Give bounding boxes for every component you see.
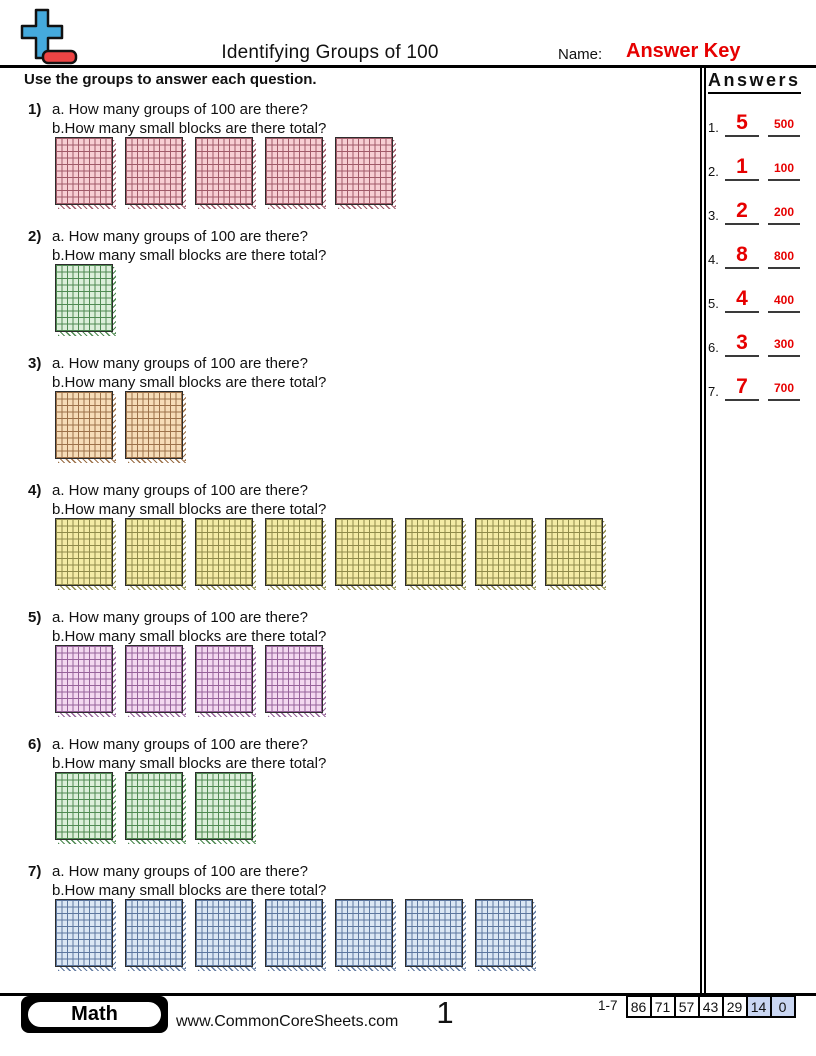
hundred-block	[335, 518, 393, 586]
block-group	[55, 645, 323, 713]
score-range-label: 1-7	[598, 998, 618, 1013]
answer-total-blank: 100	[768, 162, 800, 181]
answer-groups-blank: 4	[725, 288, 759, 313]
hundred-block	[55, 772, 113, 840]
answer-number: 3.	[708, 208, 719, 223]
answer-total-blank: 200	[768, 206, 800, 225]
answer-number: 7.	[708, 384, 719, 399]
answer-row	[708, 112, 800, 137]
answer-number: 1.	[708, 120, 719, 135]
question-part-b: b.How many small blocks are there total?	[52, 373, 327, 391]
score-cell: 71	[650, 995, 676, 1018]
score-cell: 86	[626, 995, 652, 1018]
question-text	[52, 863, 326, 900]
hundred-block	[125, 137, 183, 205]
answer-total-blank: 300	[768, 338, 800, 357]
question-part-b: b.How many small blocks are there total?	[52, 119, 327, 137]
hundred-block	[545, 518, 603, 586]
hundred-block	[195, 137, 253, 205]
answer-groups-blank: 1	[725, 156, 759, 181]
question-text	[52, 482, 326, 519]
answers-panel-title: Answers	[708, 70, 801, 94]
page-title: Identifying Groups of 100	[221, 42, 439, 63]
question-part-a: a. How many groups of 100 are there?	[52, 736, 308, 753]
block-group	[55, 264, 113, 332]
hundred-block	[125, 899, 183, 967]
hundred-block	[55, 264, 113, 332]
answer-groups-blank: 5	[725, 112, 759, 137]
answer-groups-blank: 3	[725, 332, 759, 357]
block-group	[55, 137, 393, 205]
question-text	[52, 355, 326, 392]
score-cell: 14	[746, 995, 772, 1018]
answer-total-blank: 500	[768, 118, 800, 137]
block-group	[55, 391, 183, 459]
answer-row	[708, 288, 800, 313]
hundred-block	[55, 645, 113, 713]
answer-groups-blank: 7	[725, 376, 759, 401]
hundred-block	[125, 645, 183, 713]
score-cell: 29	[722, 995, 748, 1018]
question-part-a: a. How many groups of 100 are there?	[52, 355, 308, 372]
answer-groups-blank: 2	[725, 200, 759, 225]
question-text	[52, 609, 326, 646]
question-text	[52, 101, 326, 138]
hundred-block	[265, 137, 323, 205]
hundred-block	[265, 518, 323, 586]
hundred-block	[55, 518, 113, 586]
answer-number: 6.	[708, 340, 719, 355]
answer-number: 4.	[708, 252, 719, 267]
hundred-block	[195, 645, 253, 713]
answer-total-blank: 400	[768, 294, 800, 313]
score-strip	[598, 995, 796, 1018]
question-part-a: a. How many groups of 100 are there?	[52, 609, 308, 626]
question-number: 3)	[28, 355, 42, 372]
subject-badge-label: Math	[26, 1000, 163, 1029]
answer-total-blank: 800	[768, 250, 800, 269]
question-part-a: a. How many groups of 100 are there?	[52, 863, 308, 880]
hundred-block	[335, 137, 393, 205]
hundred-block	[335, 899, 393, 967]
question-number: 1)	[28, 101, 42, 118]
block-group	[55, 518, 603, 586]
question-part-a: a. How many groups of 100 are there?	[52, 101, 308, 118]
question-part-b: b.How many small blocks are there total?	[52, 500, 327, 518]
question-number: 5)	[28, 609, 42, 626]
question-part-a: a. How many groups of 100 are there?	[52, 228, 308, 245]
answer-number: 2.	[708, 164, 719, 179]
hundred-block	[475, 518, 533, 586]
score-cell: 43	[698, 995, 724, 1018]
answer-row	[708, 244, 800, 269]
hundred-block	[195, 899, 253, 967]
hundred-block	[125, 518, 183, 586]
hundred-block	[405, 899, 463, 967]
subject-badge	[21, 996, 168, 1033]
hundred-block	[195, 772, 253, 840]
hundred-block	[265, 645, 323, 713]
header-divider-line	[0, 65, 816, 68]
hundred-block	[265, 899, 323, 967]
question-number: 4)	[28, 482, 42, 499]
question-part-b: b.How many small blocks are there total?	[52, 627, 327, 645]
question-part-a: a. How many groups of 100 are there?	[52, 482, 308, 499]
hundred-block	[55, 899, 113, 967]
answer-total-blank: 700	[768, 382, 800, 401]
name-label: Name:	[558, 46, 603, 63]
question-number: 2)	[28, 228, 42, 245]
score-cell: 57	[674, 995, 700, 1018]
question-part-b: b.How many small blocks are there total?	[52, 881, 327, 899]
hundred-block	[55, 137, 113, 205]
answer-groups-blank: 8	[725, 244, 759, 269]
score-cell: 0	[770, 995, 796, 1018]
hundred-block	[125, 772, 183, 840]
page-number: 1	[436, 995, 454, 1030]
hundred-block	[55, 391, 113, 459]
question-number: 7)	[28, 863, 42, 880]
block-group	[55, 772, 253, 840]
block-group	[55, 899, 533, 967]
hundred-block	[125, 391, 183, 459]
answer-row	[708, 376, 800, 401]
answer-row	[708, 200, 800, 225]
hundred-block	[405, 518, 463, 586]
answer-row	[708, 332, 800, 357]
question-text	[52, 736, 326, 773]
site-url: www.CommonCoreSheets.com	[176, 1013, 399, 1030]
hundred-block	[195, 518, 253, 586]
answer-key-text: Answer Key	[626, 40, 741, 62]
question-part-b: b.How many small blocks are there total?	[52, 246, 327, 264]
instruction-text: Use the groups to answer each question.	[24, 71, 317, 88]
question-part-b: b.How many small blocks are there total?	[52, 754, 327, 772]
answer-row	[708, 156, 800, 181]
question-text	[52, 228, 326, 265]
hundred-block	[475, 899, 533, 967]
question-number: 6)	[28, 736, 42, 753]
answers-panel-divider	[700, 68, 706, 993]
answer-number: 5.	[708, 296, 719, 311]
